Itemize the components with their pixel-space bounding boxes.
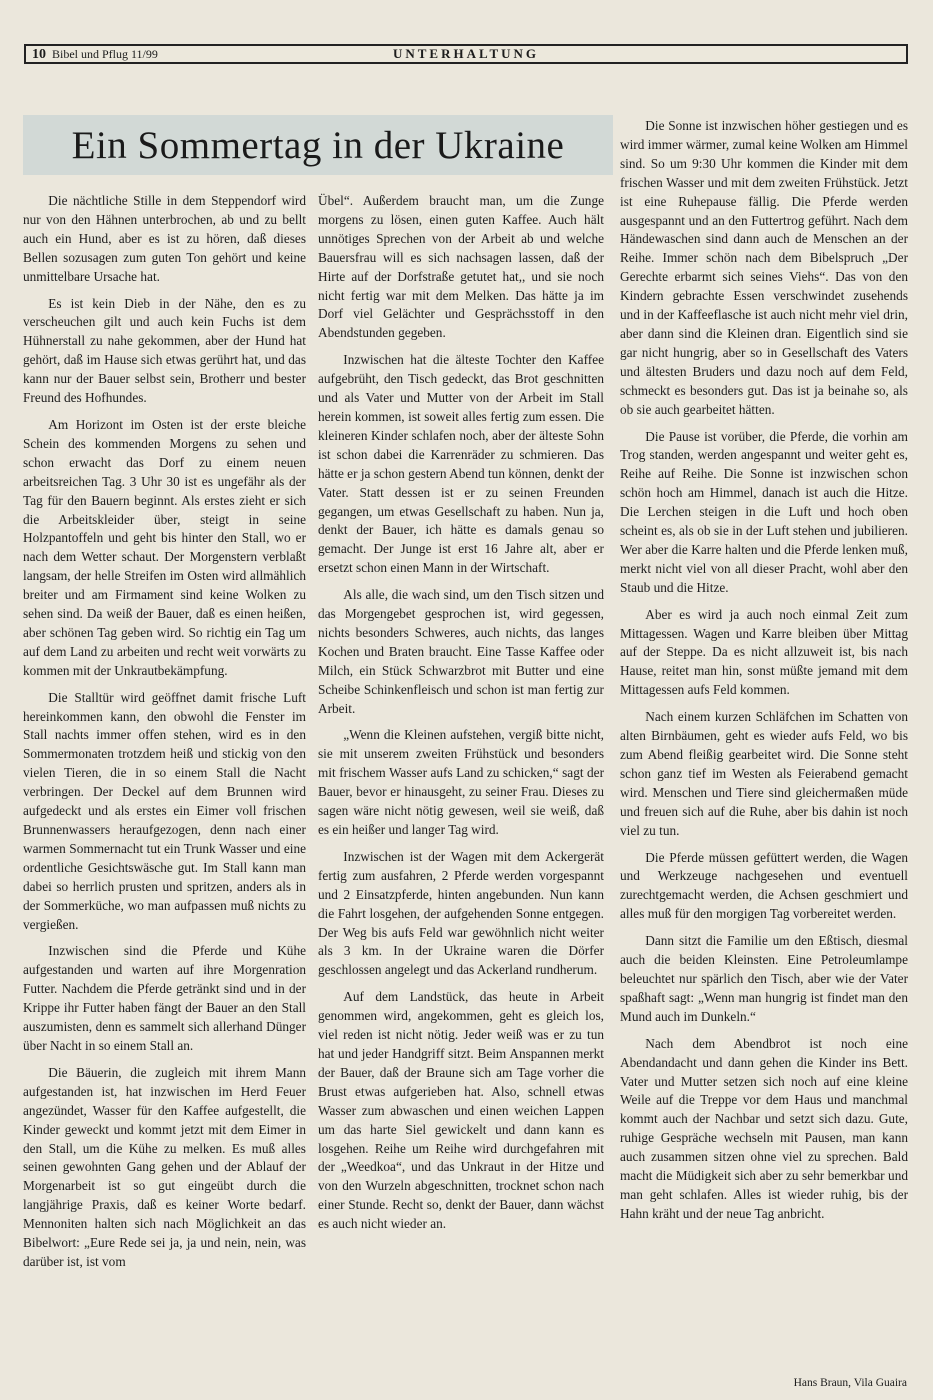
paragraph: Die Pferde müssen gefüttert werden, die Wagen und Werkzeuge nachgesehen und eventuell zurechtgemacht werden, die Achsen geschmiert und alles muß für den morgigen Tag vorbereitet werden. (620, 849, 908, 922)
paragraph: Inzwischen ist der Wagen mit dem Ackergerät fertig zum ausfahren, 2 Pferde werden vorgespannt und 2 Einsatzpferde, hinten angebunden. Nun kann die Fahrt losgehen, der aufgehenden Sonne entgegen. Der Weg bis aufs Feld war gewöhnlich nicht weiter als 3 km. In der Ukraine waren die Dörfer geschlossen angelegt und das Ackerland rundherum. (318, 848, 604, 978)
paragraph: Die Bäuerin, die zugleich mit ihrem Mann aufgestanden ist, hat inzwischen im Herd Feuer angezündet, Wasser für den Kaffee aufgestellt, die Kinder geweckt und kommt jetzt mit dem Eimer in den Stall, um die Kühe zu melken. Es muß alles seinen gewohnten Gang gehen und der Ablauf der Morgenarbeit ist so gut eingeübt durch die langjährige Praxis, daß es keiner Worte bedarf. Mennoniten halten sich nach Möglichkeit an das Bibelwort: „Eure Rede sei ja, ja und nein, nein, was darüber ist, ist vom (23, 1064, 306, 1269)
paragraph: Aber es wird ja auch noch einmal Zeit zum Mittagessen. Wagen und Karre bleiben über Mittag auf der Steppe. Da es nicht allzuweit ist, bis nach Hause, reitet man hin, sonst müßte jemand mit dem Mittagessen aufs Feld kommen. (620, 606, 908, 698)
article-title: Ein Sommertag in der Ukraine (71, 123, 565, 167)
paragraph: Nach einem kurzen Schläfchen im Schatten von alten Birnbäumen, geht es wieder aufs Feld, wo bis zum Abend fleißig gearbeitet wird. Die Sonne steht schon ganz tief im Westen als Feierabend gemacht wird. Menschen und Tiere sind gleichermaßen müde und freuen sich auf die Ruhe, aber bis dahin ist noch viel zu tun. (620, 709, 908, 838)
paragraph: Am Horizont im Osten ist der erste bleiche Schein des kommenden Morgens zu sehen und schon erwacht das Dorf zu einem neuen arbeitsreichen Tag. 3 Uhr 30 ist es ungefähr als der Tag für den Bauern beginnt. Als erstes zieht er sich die Arbeitskleider über, steigt in seine Holzpantoffeln und geht bis hinter den Stall, wo er nach dem Wetter schaut. Der Morgenstern verblaßt langsam, der helle Streifen im Osten wird allmählich breiter und am Firmament sind keine Wolken zu sehen sind. Da weiß der Bauer, daß es einen heißen, aber schönen Tag geben wird. So richtig ein Tag um auf dem Land zu arbeiten und recht weit vorwärts zu kommen mit der Unkrautbekämpfung. (23, 416, 306, 678)
page-header (24, 44, 908, 64)
paragraph: Dann sitzt die Familie um den Eßtisch, diesmal auch die beiden Kleinsten. Eine Petroleumlampe beleuchtet nur spärlich den Tisch, aber wie der Vater spaßhaft sagt: „Wenn man hungrig ist findet man den Mund auch im Dunkeln.“ (620, 933, 908, 1024)
article-column-2 (318, 192, 604, 1242)
paragraph: Es ist kein Dieb in der Nähe, den es zu verscheuchen gilt und auch kein Fuchs ist dem Hühnerstall zu nahe gekommen, aber der Hund hat gehört, daß im Hause sich etwas gerührt hat, und das kann nur der Bauer selbst sein, Brotherr und bester Freund des Hofhundes. (23, 295, 306, 406)
section-title: UNTERHALTUNG (392, 46, 540, 61)
page-number: 10 (32, 46, 46, 62)
article-column-1 (23, 192, 306, 1280)
paragraph: Die Pause ist vorüber, die Pferde, die vorhin am Trog standen, werden angespannt und weiter geht es, Reihe auf Reihe. Die Sonne ist inzwischen schon schön hoch am Himmel, danach ist auch die Hitze. Die Lerchen steigen in die Luft und hoch oben scheint es, als ob sie in der Luft stehen und jubilieren. Wer aber die Karre halten und die Pferde lenken muß, merkt nicht viel von all dieser Pracht, wohl aber den Staub und die Hitze. (620, 428, 908, 595)
paragraph: Übel“. Außerdem braucht man, um die Zunge morgens zu lösen, einen guten Kaffee. Auch hält unnötiges Sprechen von der Arbeit ab und welche Bauersfrau will es sich nachsagen lassen, daß der Hirte auf der Dorfstraße getutet hat,, und sie noch nicht fertig war mit dem Melken. Das hätte ja im Dorf viel Gelächter und Gesprächsstoff in den Abendstunden gegeben. (318, 193, 604, 341)
publication-issue: Bibel und Pflug 11/99 (52, 46, 158, 61)
paragraph: „Wenn die Kleinen aufstehen, vergiß bitte nicht, sie mit unserem zweiten Frühstück und besonders mit frischem Wasser aufs Land zu schicken,“ sagt der Bauer, bevor er hinausgeht, zu seiner Frau. Dieses zu sagen wäre nicht nötig gewesen, weil sie weiß, daß es ein heißer und langer Tag wird. (318, 727, 604, 837)
author-byline: Hans Braun, Vila Guaira (793, 1377, 907, 1389)
paragraph: Die Stalltür wird geöffnet damit frische Luft hereinkommen kann, den obwohl die Fenster im Stall nachts immer offen stehen, wird es in den Sommermonaten trotzdem heiß und stickig von den vielen Tieren, die in so einem Stall die Nacht verbringen. Der Deckel auf dem Brunnen wird aufgedeckt und als erstes ein Eimer voll frischen Brunnenwassers heraufgezogen, denn nach einer warmen Sommernacht tut ein Trunk Wasser und eine ordentliche Gesichtswäsche gut. Im Stall kann man dabei so herrlich prusten und spritzen, anders als in der Sommerküche, wo man aufpassen muß nichts zu vergießen. (23, 689, 306, 932)
paragraph: Inzwischen sind die Pferde und Kühe aufgestanden und warten auf ihre Morgenration Futter. Nachdem die Pferde getränkt sind und in der Krippe ihr Futter haben fängt der Bauer an den Stall auszumisten, denn es sammelt sich allerhand Dünger über Nacht in so einem Stall an. (23, 943, 306, 1053)
paragraph: Als alle, die wach sind, um den Tisch sitzen und das Morgengebet gesprochen ist, wird gegessen, nichts besonders Schweres, auch nichts, das langes Kochen und Braten braucht. Eine Tasse Kaffee oder Milch, ein Stück Schwarzbrot mit Butter und eine Scheibe Schinkenfleisch und schon ist man fertig zur Arbeit. (318, 587, 604, 716)
paragraph: Nach dem Abendbrot ist noch eine Abendandacht und dann gehen die Kinder ins Bett. Vater und Mutter setzen sich noch auf eine kleine Weile auf die Treppe vor dem Haus und manchmal kommt auch der Nachbar und setzt sich dazu. Gute, ruhige Gespräche wechseln mit Pausen, man kann auch zusammen sitzen ohne viel zu sprechen. Bald macht die Müdigkeit sich aber zu sehr bemerkbar und man geht schlafen. Alles ist wieder ruhig, bis der Hahn kräht und der neue Tag anbricht. (620, 1035, 908, 1221)
paragraph: Die nächtliche Stille in dem Steppendorf wird nur von den Hähnen unterbrochen, ab und zu bellt auch ein Hund, aber es ist zu hören, daß dieses Bellen sozusagen zum guten Ton gehört und keine unmittelbare Ursache hat. (23, 193, 306, 284)
headline-box (23, 115, 613, 175)
article-column-3 (620, 117, 908, 1232)
paragraph: Auf dem Landstück, das heute in Arbeit genommen wird, angekommen, geht es gleich los, viel reden ist nicht nötig. Jeder weiß was er zu tun hat und jeder Handgriff sitzt. Beim Anspannen merkt der Bauer, daß der Braune sich am Tage vorher die Brust etwas aufgerieben hat. Also, schnell etwas Wasser zum abwaschen und einen weichen Lappen um das harte Siel gewickelt und dann kann es losgehen. Reihe um Reihe wird durchgefahren mit der „Weedkoa“, und das Unkraut in der Hitze und von den Wurzeln abgeschnitten, trocknet schon nach einer Stunde. Recht so, denkt der Bauer, dann wächst es auch nicht wieder an. (318, 989, 604, 1232)
paragraph: Die Sonne ist inzwischen höher gestiegen und es wird immer wärmer, zumal keine Wolken am Himmel sind. So um 9:30 Uhr kommen die Kinder mit dem frischen Wasser und mit dem zweiten Frühstück. Jetzt ist eine Ruhepause fällig. Die Pferde werden ausgespannt und an den Futtertrog geführt. Nach dem Händewaschen sind dann auch de Menschen an der Reihe. Immer schön nach dem Bibelspruch „Der Gerechte erbarmt sich seines Viehs“. Das von den Kindern gebrachte Essen verschwindet zusehends und in der Kaffeeflasche ist auch nicht mehr viel drin, aber dann sind die Kleinen dran. Eigentlich sind sie gar nicht hungrig, aber so in Gesellschaft des Vaters und ältesten Bruders und dazu noch auf dem Feld, schmeckt es besonders gut. Das ist ja beinahe so, als ob sie auch gearbeitet hätten. (620, 118, 908, 417)
paragraph: Inzwischen hat die älteste Tochter den Kaffee aufgebrüht, den Tisch gedeckt, das Brot geschnitten und als Vater und Mutter von der Arbeit im Stall herein kommen, ist soweit alles fertig zum essen. Die kleineren Kinder schlafen noch, aber der älteste Sohn ist schon dabei die Karrenräder zu schmieren. Das hätte er ja schon gestern Abend tun können, denkt der Vater. Statt dessen ist er zu seinen Freunden gegangen, um etwas Gesellschaft zu haben. Nun ja, denkt der Bauer, ich hätte es damals genau so gemacht. Der Junge ist erst 16 Jahre alt, aber er ersetzt schon einen Mann in der Wirtschaft. (318, 352, 604, 576)
